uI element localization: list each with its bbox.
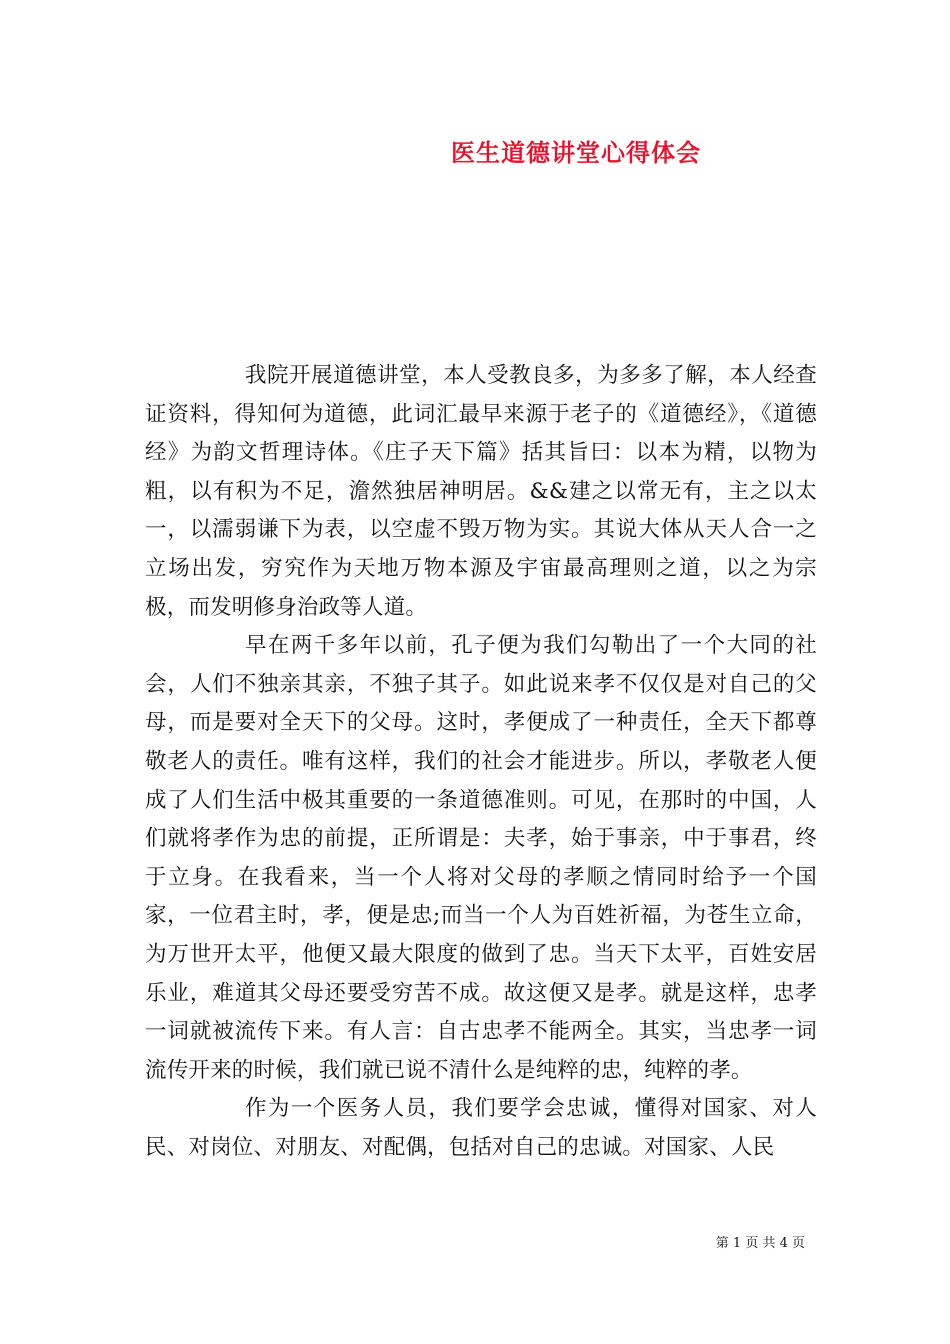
paragraph-3: 作为一个医务人员，我们要学会忠诚，懂得对国家、对人民、对岗位、对朋友、对配偶，包括对自己的忠诚。对国家、人民 <box>145 1096 817 1160</box>
document-body <box>145 357 817 1167</box>
page-number-footer: 第 1 页 共 4 页 <box>715 1236 805 1251</box>
paragraph-2: 早在两千多年以前，孔子便为我们勾勒出了一个大同的社会，人们不独亲其亲，不独子其子。如此说来孝不仅仅是对自己的父母，而是要对全天下的父母。这时，孝便成了一种责任，全天下都尊敬老人的责任。唯有这样，我们的社会才能进步。所以，孝敬老人便成了人们生活中极其重要的一条道德准则。可见，在那时的中国，人们就将孝作为忠的前提，正所谓是：夫孝，始于事亲，中于事君，终于立身。在我看来，当一个人将对父母的孝顺之情同时给予一个国家，一位君主时，孝，便是忠;而当一个人为百姓祈福，为苍生立命，为万世开太平，他便又最大限度的做到了忠。当天下太平，百姓安居乐业，难道其父母还要受穷苦不成。故这便又是孝。就是这样，忠孝一词就被流传下来。有人言：自古忠孝不能两全。其实，当忠孝一词流传开来的时候，我们就已说不清什么是纯粹的忠，纯粹的孝。 <box>145 633 817 1083</box>
paragraph-1: 我院开展道德讲堂，本人受教良多，为多多了解，本人经查证资料，得知何为道德，此词汇最早来源于老子的《道德经》，《道德经》为韵文哲理诗体。《庄子天下篇》括其旨曰：以本为精，以物为粗，以有积为不足，澹然独居神明居。&&建之以常无有，主之以太一，以濡弱谦下为表，以空虚不毁万物为实。其说大体从天人合一之立场出发，穷究作为天地万物本源及宇宙最高理则之道，以之为宗极，而发明修身治政等人道。 <box>145 363 817 620</box>
document-title: 医生道德讲堂心得体会 <box>451 138 701 167</box>
